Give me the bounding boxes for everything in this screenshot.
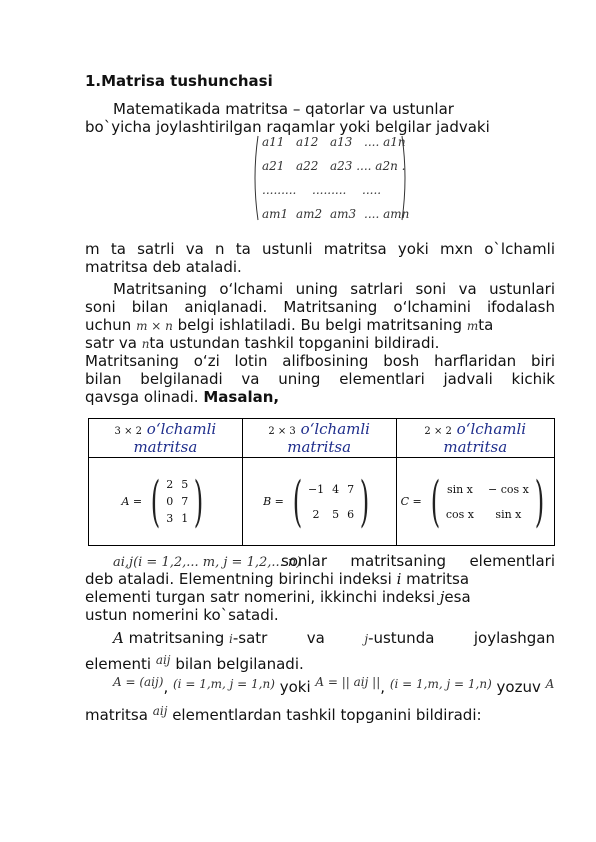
paragraph-line bbox=[85, 334, 439, 353]
matrix-entry: 6 bbox=[347, 507, 355, 521]
math-inline: m bbox=[466, 319, 479, 333]
text: -satr bbox=[232, 629, 268, 647]
paragraph-line bbox=[85, 388, 279, 406]
math-inline: ai,j(i = 1,2,... m, j = 1,2,... n) bbox=[113, 555, 302, 570]
paragraph-line: bilan belgilanadi va uning elementlari jadvali kichik bbox=[85, 370, 555, 388]
math-inline: (i = 1,m, j = 1,n) bbox=[389, 677, 492, 691]
matrix-entry: 5 bbox=[181, 478, 189, 491]
matrix-a: A = ( 2 5 0 7 3 1 ) bbox=[121, 469, 204, 533]
matrix-entry: a22 bbox=[296, 159, 319, 173]
math-inline: i bbox=[396, 570, 402, 588]
dimension: 2 × 2 bbox=[424, 426, 452, 437]
section-heading: 1.Matrisa tushunchasi bbox=[85, 72, 273, 90]
math-inline: m × n bbox=[136, 319, 173, 333]
matrix-entry: 0 bbox=[166, 495, 174, 508]
matrix-entry: 2 bbox=[166, 478, 174, 491]
text: qavsga olinadi. bbox=[85, 388, 199, 406]
matrix-label: A = bbox=[121, 495, 143, 508]
table-header-cell bbox=[89, 419, 243, 458]
paragraph-line: bo`yicha joylashtirilgan raqamlar yoki belgilar jadvaki bbox=[85, 118, 490, 136]
table-header-cell bbox=[242, 419, 396, 458]
matrix-entry: .... amn bbox=[364, 207, 410, 221]
text: satr va bbox=[85, 334, 137, 352]
paragraph-line: Matritsaning o‘lchami uning satrlari soni va ustunlari bbox=[113, 280, 555, 298]
matrix-entry: ......... bbox=[312, 183, 347, 197]
paragraph-line bbox=[85, 570, 469, 588]
matrix-entry: ..... bbox=[362, 183, 382, 197]
table-cell-matrix-c bbox=[396, 458, 554, 546]
text: bilan belgilanadi. bbox=[175, 655, 304, 673]
text: elementi bbox=[85, 655, 152, 673]
matrix-entry: .... a1n bbox=[364, 135, 406, 149]
matrix-entry: 3 bbox=[166, 512, 174, 525]
matrix-entry: 4 bbox=[332, 482, 340, 496]
dimension: 3 × 2 bbox=[114, 426, 143, 437]
math-inline: (i = 1,m, j = 1,n) bbox=[172, 677, 275, 691]
matrix-entry: 5 bbox=[332, 507, 340, 521]
matrix-entry: a13 bbox=[330, 135, 353, 149]
header-word: matritsa bbox=[287, 438, 352, 456]
matrix-label: B = bbox=[263, 495, 284, 508]
text: matritsa bbox=[406, 570, 470, 588]
math-inline: i bbox=[229, 632, 233, 646]
table-header-cell bbox=[396, 419, 554, 458]
math-inline: A bbox=[545, 677, 555, 691]
matrix-entry: sin x bbox=[446, 482, 473, 496]
matrix-entry: 7 bbox=[181, 495, 189, 508]
header-word: o‘lchamli bbox=[300, 420, 370, 438]
matrix-entry: a11 bbox=[262, 135, 285, 149]
text: joylashgan bbox=[473, 629, 555, 647]
paragraph-line bbox=[85, 588, 471, 606]
matrix-entry: am3 bbox=[330, 207, 357, 221]
text: yozuv bbox=[496, 678, 541, 696]
examples-table bbox=[88, 418, 555, 546]
matrix-entry: ......... bbox=[262, 183, 297, 197]
table-cell-matrix-a bbox=[89, 458, 243, 546]
header-word: o‘lchamli bbox=[146, 420, 217, 438]
header-word: matritsa bbox=[133, 438, 198, 456]
matrix-entry: sin x bbox=[495, 507, 522, 521]
text: -ustunda bbox=[368, 629, 435, 647]
matrix-entry: 7 bbox=[347, 482, 355, 496]
math-inline: n bbox=[141, 337, 150, 351]
paragraph-line: ustun nomerini ko`satadi. bbox=[85, 606, 279, 624]
math-inline: aij bbox=[152, 704, 168, 718]
text-bold: Masalan, bbox=[203, 388, 280, 406]
paragraph-line bbox=[85, 655, 304, 674]
text: deb ataladi. Elementning birinchi indeksi bbox=[85, 570, 392, 588]
paragraph-line: $^{A = (aij)}$, $^{(i = 1,m, j = 1,n)}$ yoki $^{A = || aij ||}$, $^{(i = 1,m, j = 1,n)}$ yozuv $^A$ bbox=[113, 675, 555, 696]
header-word: o‘lchamli bbox=[456, 420, 527, 438]
matrix-entry: a23 .... a2n . bbox=[330, 159, 406, 173]
math-inline: j bbox=[364, 632, 369, 646]
text: matritsa bbox=[85, 706, 148, 724]
text: belgi ishlatiladi. Bu belgi matritsaning bbox=[177, 316, 463, 334]
text: matritsaning bbox=[128, 629, 225, 647]
text: elementi turgan satr nomerini, ikkinchi indeksi bbox=[85, 588, 435, 606]
paragraph-line: m ta satrli va n ta ustunli matritsa yoki mxn o`lchamli bbox=[85, 240, 555, 258]
text: va bbox=[306, 629, 325, 647]
matrix-entry: 2 bbox=[312, 507, 320, 521]
header-word: matritsa bbox=[443, 438, 508, 456]
table-cell-matrix-b bbox=[242, 458, 396, 546]
matrix-entry: am1 bbox=[262, 207, 289, 221]
matrix-entry: −1 bbox=[307, 482, 325, 496]
matrix-label: C = bbox=[400, 495, 422, 508]
math-inline: A = (aij) bbox=[113, 675, 164, 689]
paragraph-line: Matematikada matritsa – qatorlar va ustunlar bbox=[113, 100, 454, 118]
matrix-entry: a21 bbox=[262, 159, 285, 173]
paragraph-line: matritsa deb ataladi. bbox=[85, 258, 242, 276]
matrix-c: C = ( sin x − cos x cos x sin x ) bbox=[400, 469, 545, 533]
text: uchun bbox=[85, 316, 132, 334]
math-inline: aij bbox=[155, 653, 171, 667]
text: ta bbox=[478, 316, 494, 334]
math-inline: j bbox=[439, 588, 445, 606]
paragraph-line: soni bilan aniqlanadi. Matritsaning o‘lchamini ifodalash bbox=[85, 298, 555, 316]
math-inline: A = || aij || bbox=[315, 675, 381, 689]
matrix-entry: a12 bbox=[296, 135, 319, 149]
matrix-entry: 1 bbox=[181, 512, 189, 525]
text: ta ustundan tashkil topganini bildiradi. bbox=[149, 334, 440, 352]
paragraph-line: sonlar matritsaning elementlari bbox=[281, 552, 555, 570]
general-matrix bbox=[250, 128, 410, 228]
math-inline: A bbox=[113, 629, 124, 647]
matrix-entry: am2 bbox=[296, 207, 323, 221]
text: yoki bbox=[279, 678, 311, 696]
text: elementlardan tashkil topganini bildiradi: bbox=[172, 706, 482, 724]
dimension: 2 × 3 bbox=[268, 426, 296, 437]
paragraph-line bbox=[85, 706, 482, 725]
paragraph-line bbox=[113, 552, 301, 572]
paragraph-line bbox=[113, 629, 555, 648]
matrix-entry: cos x bbox=[445, 507, 474, 521]
paragraph-line bbox=[85, 316, 493, 335]
matrix-entry: − cos x bbox=[487, 482, 529, 496]
matrix-b: B = ( −1 4 7 2 5 6 ) bbox=[263, 469, 370, 533]
text: esa bbox=[444, 588, 471, 606]
paragraph-line: Matritsaning o‘zi lotin alifbosining bosh harflaridan biri bbox=[85, 352, 555, 370]
